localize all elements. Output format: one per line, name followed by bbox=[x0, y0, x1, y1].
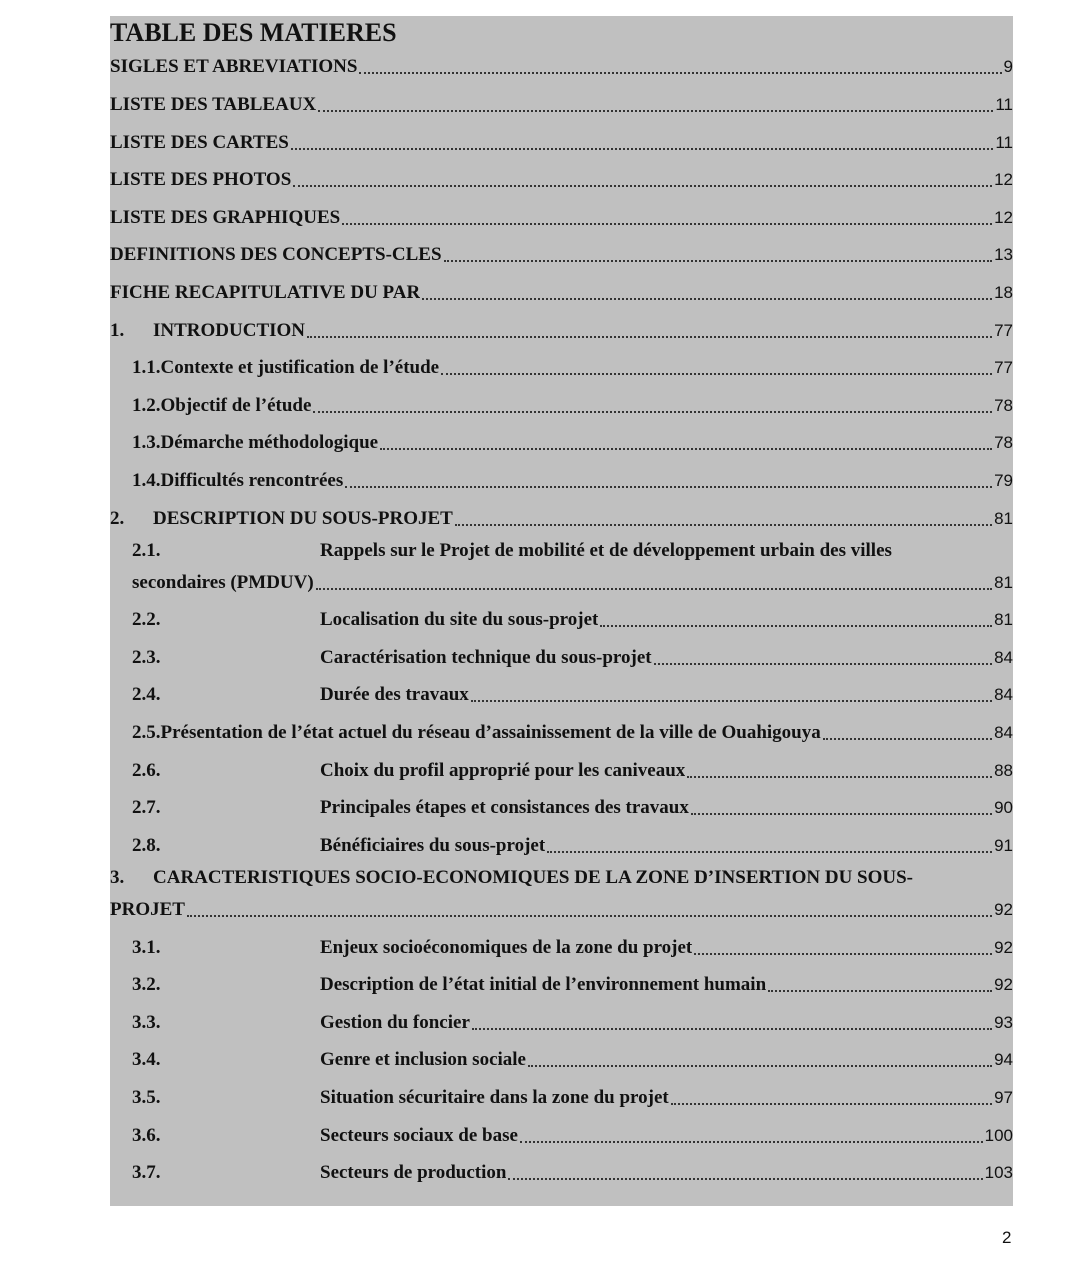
toc-entry[interactable] bbox=[110, 568, 1013, 594]
page-number: 2 bbox=[1002, 1228, 1012, 1247]
toc-entry-page: 79 bbox=[994, 471, 1013, 490]
dot-leader bbox=[508, 1178, 982, 1180]
dot-leader bbox=[687, 776, 992, 778]
dot-leader bbox=[291, 148, 993, 150]
toc-title: TABLE DES MATIERES bbox=[110, 18, 397, 47]
toc-entry-page: 92 bbox=[994, 900, 1013, 919]
toc-entry-page: 18 bbox=[994, 283, 1013, 302]
toc-entry-number: 2.6. bbox=[132, 760, 161, 781]
toc-entry-label: SIGLES ET ABREVIATIONS bbox=[110, 56, 358, 77]
dot-leader bbox=[471, 700, 992, 702]
toc-entry-label: DESCRIPTION DU SOUS-PROJET bbox=[153, 508, 453, 529]
toc-entry-label: FICHE RECAPITULATIVE DU PAR bbox=[110, 282, 421, 303]
toc-entry-label: PROJET bbox=[110, 899, 185, 920]
dot-leader bbox=[318, 110, 993, 112]
toc-entry-page: 77 bbox=[994, 321, 1013, 340]
toc-entry[interactable] bbox=[110, 90, 1013, 116]
dot-leader bbox=[694, 953, 992, 955]
toc-entry[interactable] bbox=[110, 756, 1013, 782]
toc-entry-number: 3.5. bbox=[132, 1087, 161, 1108]
toc-entry-label-line1: Rappels sur le Projet de mobilité et de développement urbain des villes bbox=[320, 540, 892, 561]
toc-entry[interactable] bbox=[110, 52, 1013, 78]
toc-entry-label: Secteurs de production bbox=[320, 1162, 507, 1183]
toc-entry-label: LISTE DES CARTES bbox=[110, 132, 289, 153]
toc-entry[interactable] bbox=[110, 504, 1013, 530]
toc-entry[interactable] bbox=[110, 933, 1013, 959]
toc-entry[interactable] bbox=[110, 353, 1013, 379]
toc-entry-number: 1. bbox=[110, 320, 125, 341]
toc-entry-label: Bénéficiaires du sous-projet bbox=[320, 835, 546, 856]
toc-entry-page: 77 bbox=[994, 358, 1013, 377]
toc-entry[interactable] bbox=[110, 793, 1013, 819]
toc-entry-label: 1.2.Objectif de l’étude bbox=[132, 395, 312, 416]
dot-leader bbox=[380, 448, 992, 450]
toc-entry-number: 3. bbox=[110, 867, 125, 888]
toc-entry[interactable] bbox=[110, 605, 1013, 631]
toc-entry-page: 81 bbox=[994, 509, 1013, 528]
toc-entry-label: Choix du profil approprié pour les caniveaux bbox=[320, 760, 686, 781]
toc-entry-label: LISTE DES GRAPHIQUES bbox=[110, 207, 341, 228]
toc-entry[interactable] bbox=[110, 718, 1013, 744]
toc-entry-label: Durée des travaux bbox=[320, 684, 469, 705]
toc-entry[interactable] bbox=[110, 970, 1013, 996]
toc-entry-label: Principales étapes et consistances des travaux bbox=[320, 797, 689, 818]
dot-leader bbox=[547, 851, 992, 853]
toc-entry-label: LISTE DES TABLEAUX bbox=[110, 94, 317, 115]
dot-leader bbox=[441, 373, 992, 375]
toc-entry-number: 2. bbox=[110, 508, 125, 529]
dot-leader bbox=[654, 663, 992, 665]
dot-leader bbox=[307, 336, 992, 338]
toc-entry-page: 11 bbox=[995, 133, 1013, 152]
toc-entry-number: 2.8. bbox=[132, 835, 161, 856]
toc-entry-page: 12 bbox=[994, 170, 1013, 189]
toc-entry-page: 9 bbox=[1003, 57, 1013, 76]
toc-entry-page: 84 bbox=[994, 648, 1013, 667]
toc-entry-number: 3.3. bbox=[132, 1012, 161, 1033]
toc-entry[interactable] bbox=[110, 1008, 1013, 1034]
toc-entry-label: Situation sécuritaire dans la zone du projet bbox=[320, 1087, 669, 1108]
toc-entry-page: 92 bbox=[994, 975, 1013, 994]
toc-entry-page: 103 bbox=[984, 1163, 1013, 1182]
toc-entry-page: 84 bbox=[994, 723, 1013, 742]
toc-entry-label: Caractérisation technique du sous-projet bbox=[320, 647, 652, 668]
toc-entry[interactable] bbox=[110, 895, 1013, 921]
toc-entry-page: 93 bbox=[994, 1013, 1013, 1032]
toc-entry[interactable] bbox=[110, 1083, 1013, 1109]
toc-entry[interactable] bbox=[110, 203, 1013, 229]
toc-entry-label: Localisation du site du sous-projet bbox=[320, 609, 599, 630]
toc-entry-label: 1.4.Difficultés rencontrées bbox=[132, 470, 344, 491]
toc-entry[interactable] bbox=[110, 278, 1013, 304]
dot-leader bbox=[187, 915, 992, 917]
toc-entry[interactable] bbox=[110, 391, 1013, 417]
toc-entry[interactable] bbox=[110, 680, 1013, 706]
dot-leader bbox=[691, 813, 992, 815]
toc-entry-page: 13 bbox=[994, 245, 1013, 264]
toc-entry[interactable] bbox=[110, 1045, 1013, 1071]
toc-entry-number: 2.7. bbox=[132, 797, 161, 818]
toc-entry[interactable] bbox=[110, 128, 1013, 154]
toc-entry-label: Gestion du foncier bbox=[320, 1012, 470, 1033]
dot-leader bbox=[823, 738, 992, 740]
dot-leader bbox=[444, 260, 993, 262]
toc-entry-number: 2.1. bbox=[132, 540, 161, 561]
toc-entry-number: 3.1. bbox=[132, 937, 161, 958]
toc-entry-page: 90 bbox=[994, 798, 1013, 817]
toc-entry[interactable] bbox=[110, 643, 1013, 669]
table-of-contents bbox=[110, 16, 1013, 1206]
dot-leader bbox=[768, 990, 992, 992]
dot-leader bbox=[455, 524, 992, 526]
toc-entry-page: 81 bbox=[994, 573, 1013, 592]
dot-leader bbox=[316, 588, 992, 590]
toc-entry-label: secondaires (PMDUV) bbox=[132, 572, 314, 593]
dot-leader bbox=[671, 1103, 992, 1105]
toc-entry[interactable] bbox=[110, 1121, 1013, 1147]
toc-entry-number: 3.2. bbox=[132, 974, 161, 995]
toc-entry-label: Secteurs sociaux de base bbox=[320, 1125, 518, 1146]
toc-entry-page: 12 bbox=[994, 208, 1013, 227]
dot-leader bbox=[472, 1028, 992, 1030]
toc-entry-page: 84 bbox=[994, 685, 1013, 704]
toc-entry-number: 3.6. bbox=[132, 1125, 161, 1146]
toc-entry-label: Genre et inclusion sociale bbox=[320, 1049, 526, 1070]
dot-leader bbox=[345, 486, 992, 488]
toc-entry-number: 3.4. bbox=[132, 1049, 161, 1070]
toc-entry-number: 2.4. bbox=[132, 684, 161, 705]
toc-entry-label: 1.3.Démarche méthodologique bbox=[132, 432, 379, 453]
toc-entry-line1[interactable] bbox=[110, 867, 913, 889]
toc-entry[interactable] bbox=[110, 1158, 1013, 1184]
toc-entry-label: Description de l’état initial de l’environnement humain bbox=[320, 974, 767, 995]
toc-entry-label: DEFINITIONS DES CONCEPTS-CLES bbox=[110, 244, 442, 265]
toc-entry-number: 2.2. bbox=[132, 609, 161, 630]
toc-entry-number: 2.3. bbox=[132, 647, 161, 668]
toc-entry-page: 92 bbox=[994, 938, 1013, 957]
toc-entry-page: 100 bbox=[984, 1126, 1013, 1145]
toc-entry[interactable] bbox=[110, 165, 1013, 191]
dot-leader bbox=[520, 1141, 983, 1143]
toc-entry-label: LISTE DES PHOTOS bbox=[110, 169, 292, 190]
toc-entry-page: 78 bbox=[994, 433, 1013, 452]
toc-entry[interactable] bbox=[110, 240, 1013, 266]
toc-entry-label: INTRODUCTION bbox=[153, 320, 306, 341]
dot-leader bbox=[359, 72, 1001, 74]
toc-entry-line1[interactable] bbox=[132, 540, 892, 562]
toc-entry-page: 91 bbox=[994, 836, 1013, 855]
toc-entry[interactable] bbox=[110, 466, 1013, 492]
toc-entry-number: 3.7. bbox=[132, 1162, 161, 1183]
toc-entry-page: 78 bbox=[994, 396, 1013, 415]
dot-leader bbox=[293, 185, 992, 187]
dot-leader bbox=[422, 298, 992, 300]
toc-entry[interactable] bbox=[110, 316, 1013, 342]
toc-entry-page: 94 bbox=[994, 1050, 1013, 1069]
toc-entry-label: 2.5.Présentation de l’état actuel du réseau d’assainissement de la ville de Ouahigouya bbox=[132, 722, 821, 743]
dot-leader bbox=[600, 625, 992, 627]
toc-entry[interactable] bbox=[110, 428, 1013, 454]
toc-entry-label: Enjeux socioéconomiques de la zone du projet bbox=[320, 937, 693, 958]
toc-entry-label-line1: CARACTERISTIQUES SOCIO-ECONOMIQUES DE LA ZONE D’INSERTION DU SOUS- bbox=[153, 867, 914, 888]
toc-entry-page: 97 bbox=[994, 1088, 1013, 1107]
dot-leader bbox=[342, 223, 992, 225]
toc-entry-page: 11 bbox=[995, 95, 1013, 114]
toc-entry-page: 81 bbox=[994, 610, 1013, 629]
toc-entry-page: 88 bbox=[994, 761, 1013, 780]
dot-leader bbox=[528, 1065, 992, 1067]
dot-leader bbox=[313, 411, 992, 413]
toc-entry[interactable] bbox=[110, 831, 1013, 857]
toc-entry-label: 1.1.Contexte et justification de l’étude bbox=[132, 357, 440, 378]
